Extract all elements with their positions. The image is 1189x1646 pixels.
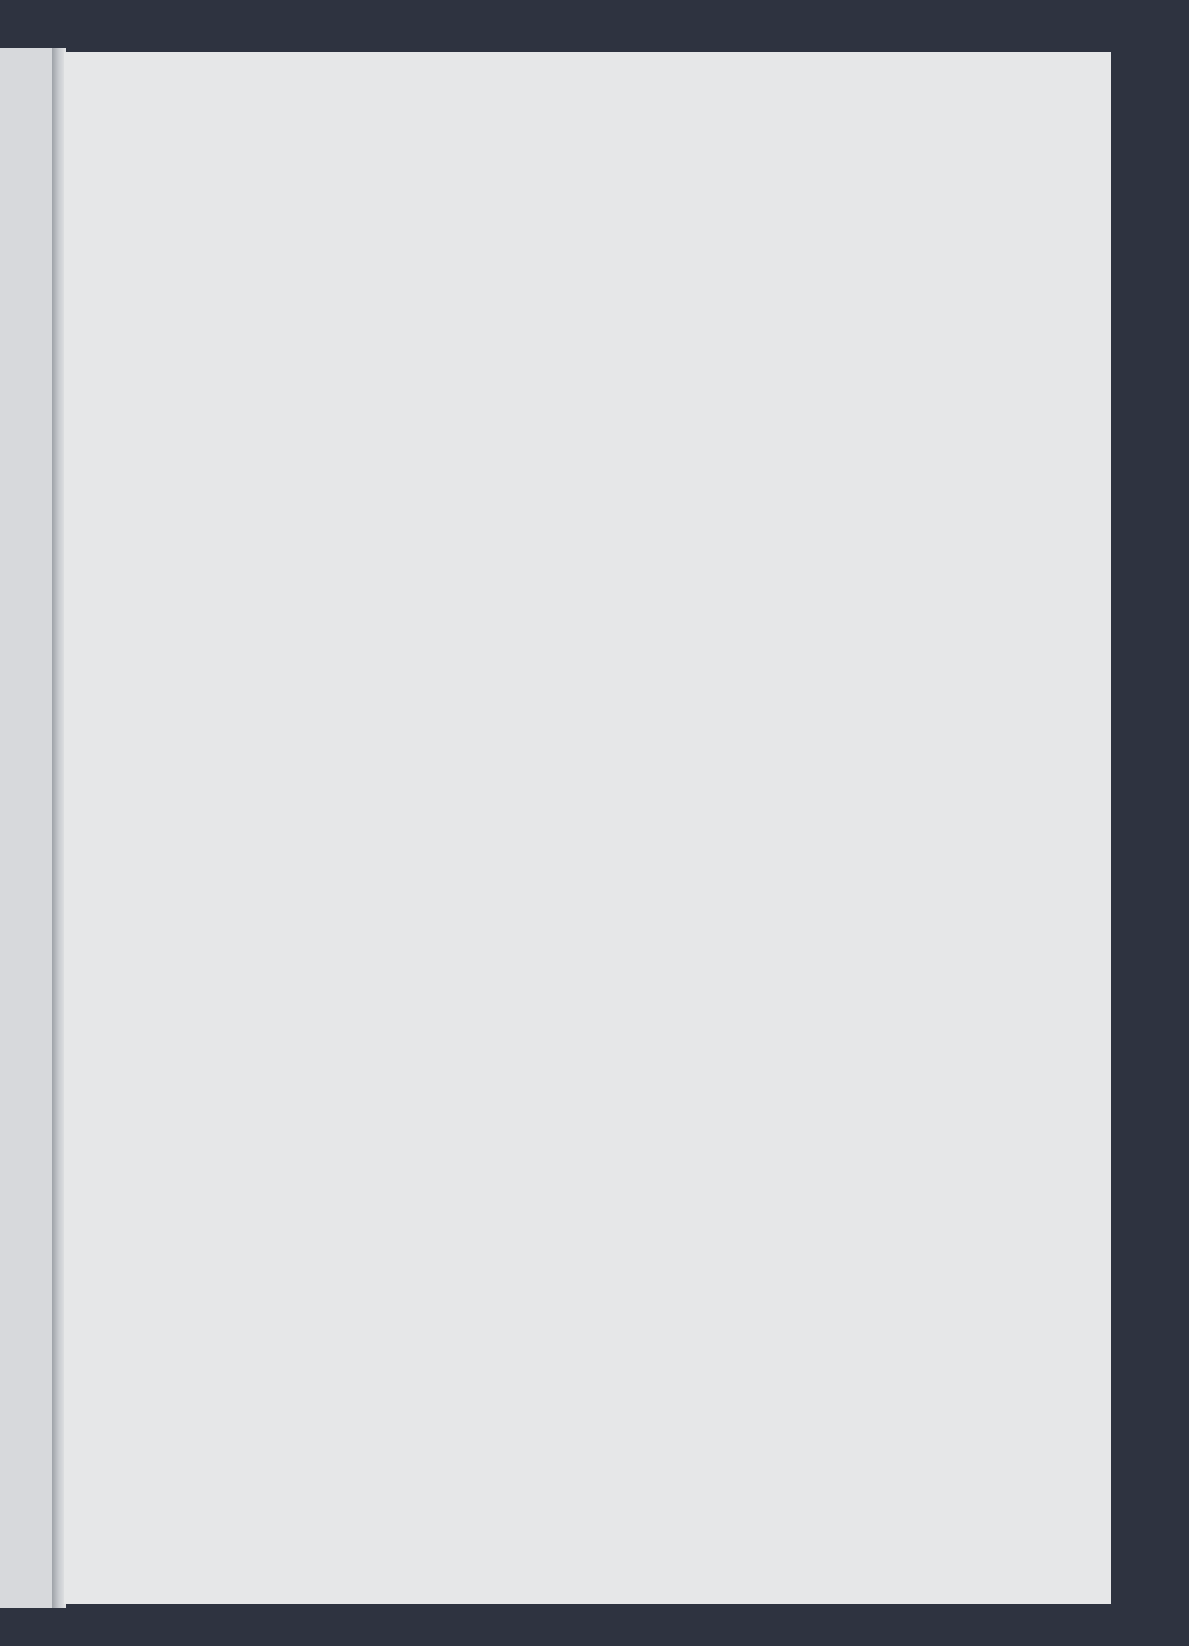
header-commercial-est	[848, 215, 872, 343]
header-street-len	[356, 250, 392, 390]
header-services	[724, 210, 738, 250]
header-value	[778, 170, 828, 385]
header-apartments	[828, 230, 846, 342]
header-area-sq	[322, 250, 358, 390]
right-page	[64, 52, 1111, 1604]
